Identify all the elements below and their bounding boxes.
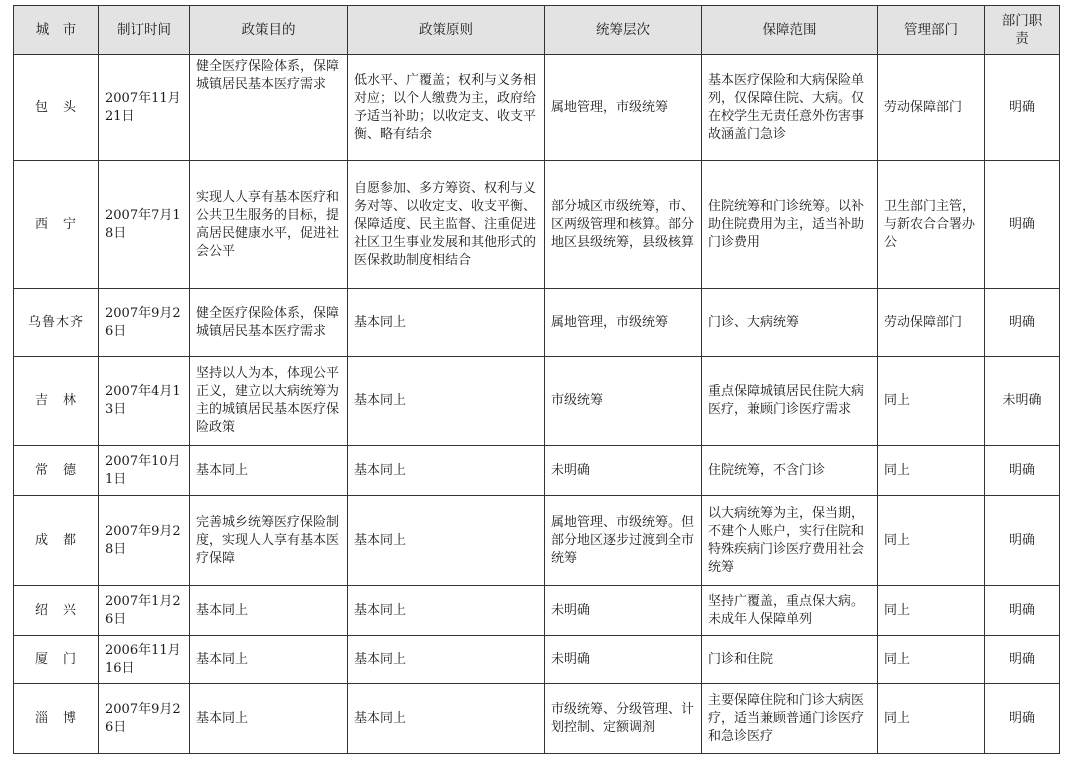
cell-dept: 同上 [878, 496, 985, 586]
cell-purpose: 健全医疗保险体系，保障城镇居民基本医疗需求 [190, 289, 348, 357]
cell-city: 厦 门 [14, 636, 99, 684]
cell-dept: 劳动保障部门 [878, 289, 985, 357]
header-scope: 保障范围 [702, 6, 878, 55]
cell-purpose: 健全医疗保险体系，保障城镇居民基本医疗需求 [190, 55, 348, 161]
cell-date: 2007年4月13日 [99, 357, 190, 446]
cell-level: 属地管理，市级统筹 [545, 55, 702, 161]
cell-duty: 明确 [985, 636, 1060, 684]
cell-duty: 未明确 [985, 357, 1060, 446]
cell-dept: 卫生部门主管，与新农合合署办公 [878, 161, 985, 289]
cell-dept: 同上 [878, 636, 985, 684]
cell-principle: 基本同上 [348, 289, 545, 357]
cell-duty: 明确 [985, 586, 1060, 636]
cell-level: 市级统筹、分级管理、计划控制、定额调剂 [545, 684, 702, 754]
cell-duty: 明确 [985, 496, 1060, 586]
cell-date: 2007年7月18日 [99, 161, 190, 289]
cell-purpose: 实现人人享有基本医疗和公共卫生服务的目标，提高居民健康水平，促进社会公平 [190, 161, 348, 289]
cell-scope: 以大病统筹为主，保当期，不建个人账户，实行住院和特殊疾病门诊医疗费用社会统筹 [702, 496, 878, 586]
header-dept: 管理部门 [878, 6, 985, 55]
cell-dept: 同上 [878, 446, 985, 496]
cell-city: 常 德 [14, 446, 99, 496]
cell-city: 包 头 [14, 55, 99, 161]
cell-scope: 主要保障住院和门诊大病医疗，适当兼顾普通门诊医疗和急诊医疗 [702, 684, 878, 754]
table-body [14, 55, 1060, 754]
cell-principle: 基本同上 [348, 446, 545, 496]
table-row [14, 636, 1060, 684]
cell-dept: 同上 [878, 357, 985, 446]
cell-city: 西 宁 [14, 161, 99, 289]
cell-purpose: 基本同上 [190, 636, 348, 684]
cell-principle: 基本同上 [348, 684, 545, 754]
cell-date: 2007年1月26日 [99, 586, 190, 636]
cell-purpose: 坚持以人为本，体现公平正义，建立以大病统筹为主的城镇居民基本医疗保险政策 [190, 357, 348, 446]
table-row [14, 446, 1060, 496]
cell-scope: 基本医疗保险和大病保险单列，仅保障住院、大病。仅在校学生无责任意外伤害事故涵盖门急诊 [702, 55, 878, 161]
cell-city: 吉 林 [14, 357, 99, 446]
cell-purpose: 完善城乡统筹医疗保险制度，实现人人享有基本医疗保障 [190, 496, 348, 586]
cell-level: 属地管理、市级统筹。但部分地区逐步过渡到全市统筹 [545, 496, 702, 586]
table-header [14, 6, 1060, 55]
cell-level: 未明确 [545, 636, 702, 684]
cell-level: 未明确 [545, 586, 702, 636]
cell-duty: 明确 [985, 684, 1060, 754]
table-row [14, 161, 1060, 289]
cell-scope: 住院统筹和门诊统筹。以补助住院费用为主，适当补助门诊费用 [702, 161, 878, 289]
cell-principle: 基本同上 [348, 496, 545, 586]
header-level: 统筹层次 [545, 6, 702, 55]
header-purpose: 政策目的 [190, 6, 348, 55]
cell-principle: 基本同上 [348, 586, 545, 636]
cell-date: 2007年11月21日 [99, 55, 190, 161]
cell-dept: 同上 [878, 684, 985, 754]
cell-scope: 门诊、大病统筹 [702, 289, 878, 357]
cell-scope: 住院统筹，不含门诊 [702, 446, 878, 496]
cell-purpose: 基本同上 [190, 684, 348, 754]
cell-date: 2007年9月26日 [99, 289, 190, 357]
policy-table-container [13, 5, 1060, 754]
cell-date: 2007年10月1日 [99, 446, 190, 496]
cell-scope: 坚持广覆盖，重点保大病。未成年人保障单列 [702, 586, 878, 636]
cell-duty: 明确 [985, 289, 1060, 357]
cell-date: 2007年9月28日 [99, 496, 190, 586]
cell-purpose: 基本同上 [190, 586, 348, 636]
cell-date: 2007年9月26日 [99, 684, 190, 754]
header-row [14, 6, 1060, 55]
header-principle: 政策原则 [348, 6, 545, 55]
header-date: 制订时间 [99, 6, 190, 55]
cell-purpose: 基本同上 [190, 446, 348, 496]
cell-city: 绍 兴 [14, 586, 99, 636]
table-row [14, 496, 1060, 586]
cell-principle: 低水平、广覆盖；权利与义务相对应；以个人缴费为主，政府给予适当补助；以收定支、收支平衡、略有结余 [348, 55, 545, 161]
table-row [14, 289, 1060, 357]
cell-dept: 劳动保障部门 [878, 55, 985, 161]
table-row [14, 684, 1060, 754]
cell-city: 乌鲁木齐 [14, 289, 99, 357]
cell-date: 2006年11月16日 [99, 636, 190, 684]
cell-dept: 同上 [878, 586, 985, 636]
cell-principle: 基本同上 [348, 357, 545, 446]
cell-duty: 明确 [985, 161, 1060, 289]
header-duty: 部门职责 [985, 6, 1060, 55]
table-row [14, 357, 1060, 446]
table-row [14, 586, 1060, 636]
cell-duty: 明确 [985, 446, 1060, 496]
cell-scope: 重点保障城镇居民住院大病医疗，兼顾门诊医疗需求 [702, 357, 878, 446]
cell-city: 成 都 [14, 496, 99, 586]
policy-comparison-table [13, 5, 1060, 754]
cell-scope: 门诊和住院 [702, 636, 878, 684]
cell-level: 未明确 [545, 446, 702, 496]
cell-level: 市级统筹 [545, 357, 702, 446]
header-city: 城 市 [14, 6, 99, 55]
cell-principle: 自愿参加、多方筹资、权利与义务对等、以收定支、收支平衡、保障适度、民主监督、注重促进社区卫生事业发展和其他形式的医保救助制度相结合 [348, 161, 545, 289]
table-row [14, 55, 1060, 161]
cell-city: 淄 博 [14, 684, 99, 754]
cell-level: 属地管理，市级统筹 [545, 289, 702, 357]
cell-level: 部分城区市级统筹，市、区两级管理和核算。部分地区县级统筹，县级核算 [545, 161, 702, 289]
cell-principle: 基本同上 [348, 636, 545, 684]
cell-duty: 明确 [985, 55, 1060, 161]
